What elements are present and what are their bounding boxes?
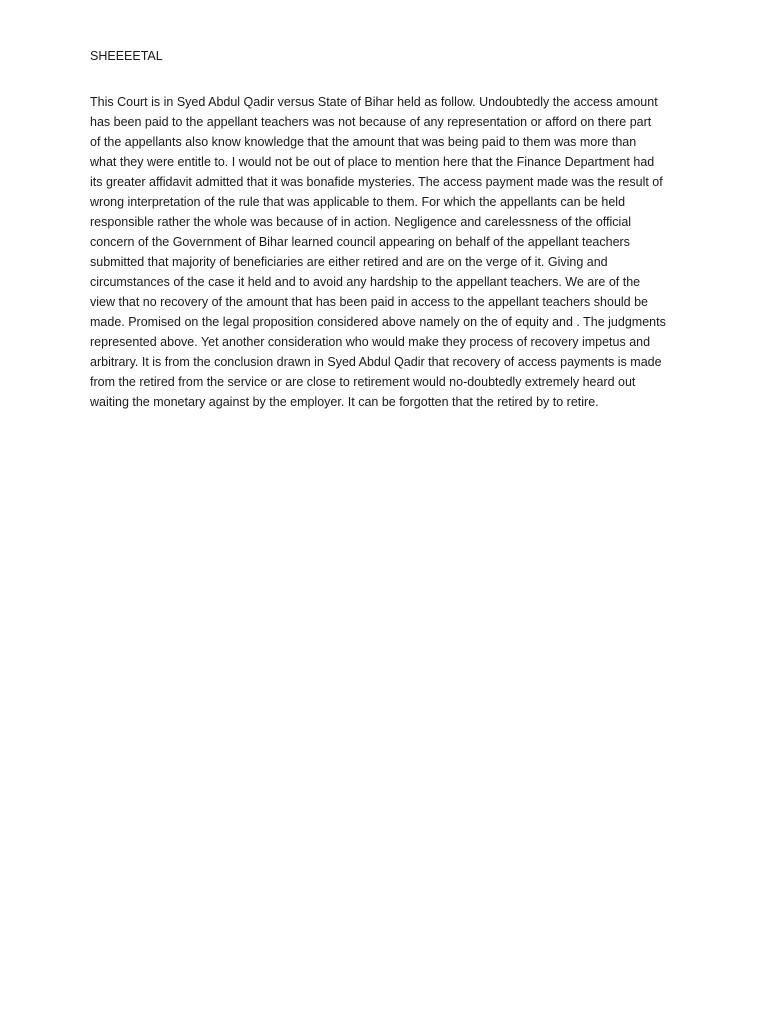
body-line: circumstances of the case it held and to avoid any hardship to the appellant teachers. We are of the	[90, 275, 641, 289]
body-line: responsible rather the whole was because of in action. Negligence and carelessness of the official	[90, 215, 632, 229]
body-line: has been paid to the appellant teachers was not because of any representation or afford on there part	[90, 115, 652, 129]
body-line: waiting the monetary against by the employer. It can be forgotten that the retired by to retire.	[90, 395, 599, 409]
body-line: arbitrary. It is from the conclusion drawn in Syed Abdul Qadir that recovery of access payments is made	[90, 355, 662, 369]
body-line: This Court is in Syed Abdul Qadir versus State of Bihar held as follow. Undoubtedly the access amount	[90, 95, 658, 109]
body-line: represented above. Yet another consideration who would make they process of recovery impetus and	[90, 335, 651, 349]
body-line: of the appellants also know knowledge that the amount that was being paid to them was more than	[90, 135, 637, 149]
body-line: concern of the Government of Bihar learned council appearing on behalf of the appellant teachers	[90, 235, 630, 249]
body-line: from the retired from the service or are close to retirement would no-doubtedly extremely heard out	[90, 375, 636, 389]
body-line: its greater affidavit admitted that it was bonafide mysteries. The access payment made was the result of	[90, 175, 663, 189]
body-line: view that no recovery of the amount that has been paid in access to the appellant teachers should be	[90, 295, 648, 309]
body-line: wrong interpretation of the rule that was applicable to them. For which the appellants can be held	[90, 195, 626, 209]
body-line: what they were entitle to. I would not be out of place to mention here that the Finance Department had	[90, 155, 655, 169]
document-body	[90, 92, 682, 412]
body-line: made. Promised on the legal proposition considered above namely on the of equity and . The judgments	[90, 315, 666, 329]
document-heading: SHEEEETAL	[90, 49, 163, 63]
body-line: submitted that majority of beneficiaries are either retired and are on the verge of it. Giving and	[90, 255, 608, 269]
